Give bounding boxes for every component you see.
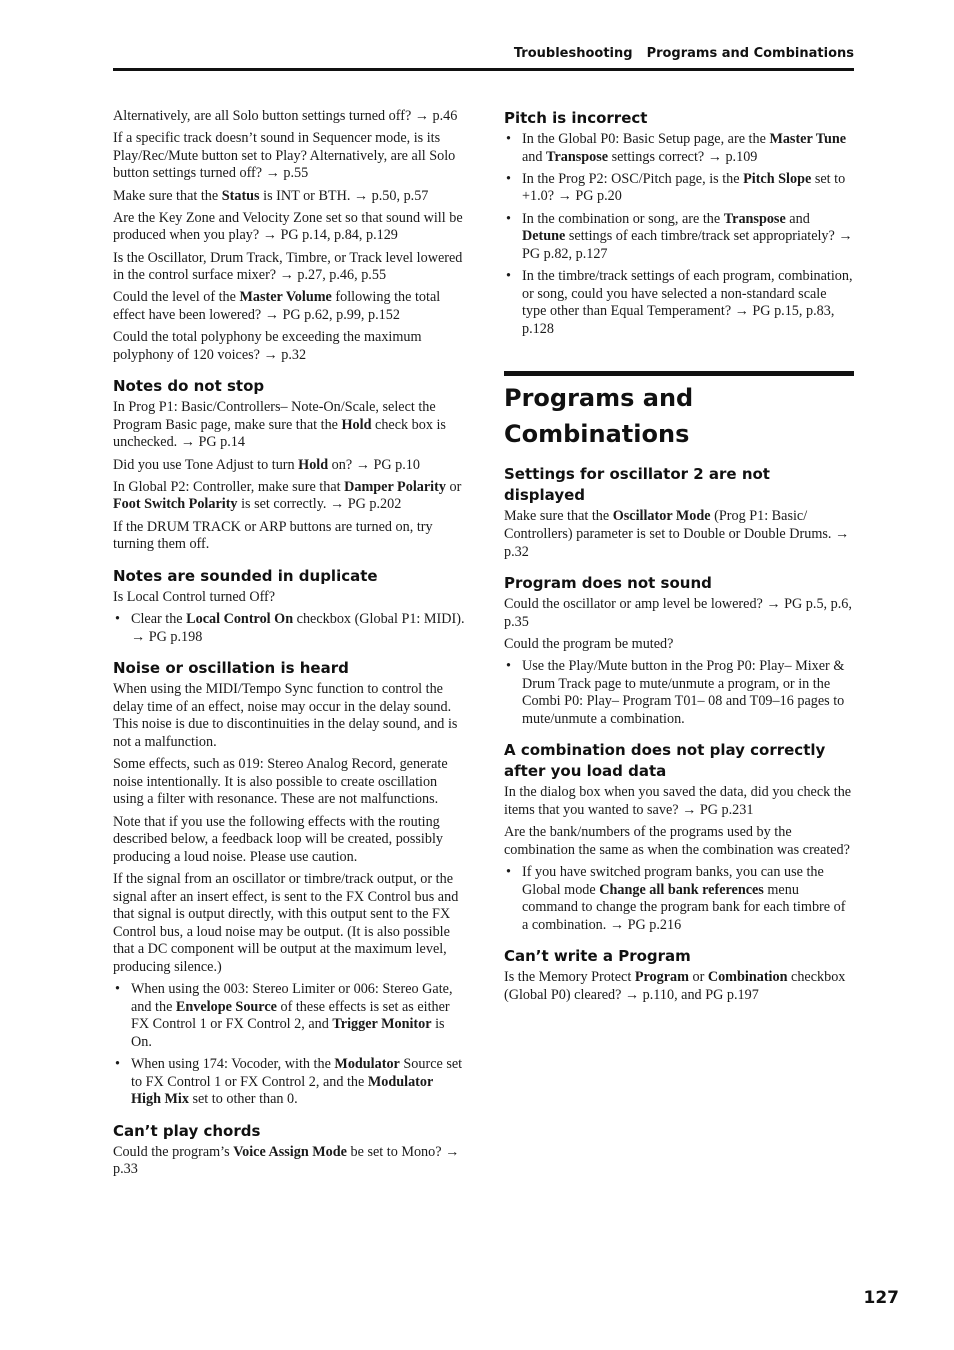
heading-cant-write: Can’t write a Program (504, 947, 691, 966)
paragraph: Alternatively, are all Solo button settings turned off? → p.46 (113, 108, 458, 124)
bullet-list (504, 658, 854, 728)
bullet-list (113, 981, 465, 1109)
heading-notes-do-not-stop: Notes do not stop (113, 377, 265, 396)
bullet-list (113, 611, 465, 646)
paragraph: Note that if you use the following effects with the routing described below, a feedback loop will be created, possibly producing a loud noise. Please use caution. (113, 813, 444, 865)
paragraph: Could the total polyphony be exceeding the maximum polyphony of 120 voices? → p.32 (113, 329, 422, 363)
paragraph: Could the program be muted? (504, 635, 674, 652)
list-item: • In the Global P0: Basic Setup page, are the Master Tune and Transpose settings correct? → p.109 (504, 131, 854, 166)
paragraph: When using the MIDI/Tempo Sync function to control the delay time of an effect, noise may occur in the delay sound. This noise is due to discontinuities in the delay sound, and is not a malfunction. (113, 681, 458, 750)
heading-duplicate: Notes are sounded in duplicate (113, 566, 378, 585)
paragraph: Could the program’s Voice Assign Mode be set to Mono? → p.33 (113, 1143, 460, 1178)
paragraph: In Prog P1: Basic/Controllers– Note-On/Scale, select the Program Basic page, make sure that the Hold check box is unchecked. → PG p.14 (113, 399, 446, 451)
paragraph: In Global P2: Controller, make sure that Damper Polarity or Foot Switch Polarity is set correctly. → PG p.202 (113, 478, 462, 513)
section-title: Programs and Combinations (504, 371, 854, 452)
heading-noise: Noise or oscillation is heard (113, 659, 349, 678)
list-item: • In the combination or song, are the Transpose and Detune settings of each timbre/track set appropriately? → PG p.82, p.127 (504, 211, 854, 264)
heading-no-sound: Program does not sound (504, 574, 712, 593)
bullet-list (504, 131, 854, 338)
paragraph: Could the oscillator or amp level be lowered? → PG p.5, p.6, p.35 (504, 596, 852, 630)
running-header (113, 46, 854, 71)
paragraph: In the dialog box when you saved the data, did you check the items that you wanted to save? → PG p.231 (504, 784, 852, 819)
list-item: • Clear the Local Control On checkbox (Global P1: MIDI). → PG p.198 (113, 611, 465, 646)
paragraph: If a specific track doesn’t sound in Sequencer mode, is its Play/Rec/Mute button set to Play? Alternatively, are all Solo button settings turned off? → p.55 (113, 130, 456, 182)
paragraph: Some effects, such as 019: Stereo Analog Record, generate noise intentionally. It is also possible to create oscillation using a filter with resonance. These are not malfunctions. (113, 756, 448, 808)
header-section: Troubleshooting (513, 46, 633, 61)
paragraph: If the DRUM TRACK or ARP buttons are turned on, try turning them off. (113, 518, 433, 553)
paragraph: Are the Key Zone and Velocity Zone set so that sound will be produced when you play? → PG p.14, p.84, p.129 (113, 209, 463, 244)
paragraph: Is the Oscillator, Drum Track, Timbre, or Track level lowered in the control surface mixer? → p.27, p.46, p.55 (113, 249, 463, 284)
heading-combination: A combination does not play correctly after you load data (504, 741, 826, 781)
paragraph: Are the bank/numbers of the programs used by the combination the same as when the combination was created? (504, 824, 850, 858)
paragraph: Make sure that the Status is INT or BTH. → p.50, p.57 (113, 187, 429, 204)
list-item: • In the Prog P2: OSC/Pitch page, is the Pitch Slope set to +1.0? → PG p.20 (504, 171, 854, 206)
right-column (504, 108, 854, 1009)
list-item: • In the timbre/track settings of each program, combination, or song, could you have selected a non-standard scale type other than Equal Temperament? → PG p.15, p.83, p.128 (504, 268, 854, 338)
list-item: • When using the 003: Stereo Limiter or 006: Stereo Gate, and the Envelope Source of these effects is set as either FX Control 1 or FX Control 2, and Trigger Monitor is On. (113, 981, 465, 1051)
list-item: • Use the Play/Mute button in the Prog P0: Play– Mixer & Drum Track page to mute/unmute a program, or in the Combi P0: Play– Program T01– 08 and T09–16 pages to mute/unmute a combination. (504, 658, 854, 728)
paragraph: If the signal from an oscillator or timbre/track output, or the signal after an insert effect, is sent to the FX Control bus and that signal is output directly, with this output sent to the FX Control bus, a loud noise may be output. (It is also possible that a DC component will be output at the maximum level, producing silence.) (113, 870, 459, 975)
paragraph: Is Local Control turned Off? (113, 588, 276, 605)
left-column (113, 108, 465, 1184)
list-item: • If you have switched program banks, you can use the Global mode Change all bank references menu command to change the program bank for each timbre of a combination. → PG p.216 (504, 864, 854, 934)
heading-osc2: Settings for oscillator 2 are not displayed (504, 465, 770, 505)
paragraph: Could the level of the Master Volume following the total effect have been lowered? → PG p.62, p.99, p.152 (113, 289, 441, 323)
bullet-list (504, 864, 854, 934)
header-subsection: Programs and Combinations (646, 46, 854, 61)
paragraph: Make sure that the Oscillator Mode (Prog P1: Basic/ Controllers) parameter is set to Double or Double Drums. → p.32 (504, 508, 850, 560)
list-item: • When using 174: Vocoder, with the Modulator Source set to FX Control 1 or FX Control 2, and the Modulator High Mix set to other than 0. (113, 1056, 465, 1109)
paragraph: Did you use Tone Adjust to turn Hold on? → PG p.10 (113, 456, 420, 473)
paragraph: Is the Memory Protect Program or Combination checkbox (Global P0) cleared? → p.110, and PG p.197 (504, 969, 846, 1003)
heading-chords: Can’t play chords (113, 1121, 261, 1140)
page-number: 127 (863, 1288, 899, 1308)
heading-pitch: Pitch is incorrect (504, 109, 648, 127)
